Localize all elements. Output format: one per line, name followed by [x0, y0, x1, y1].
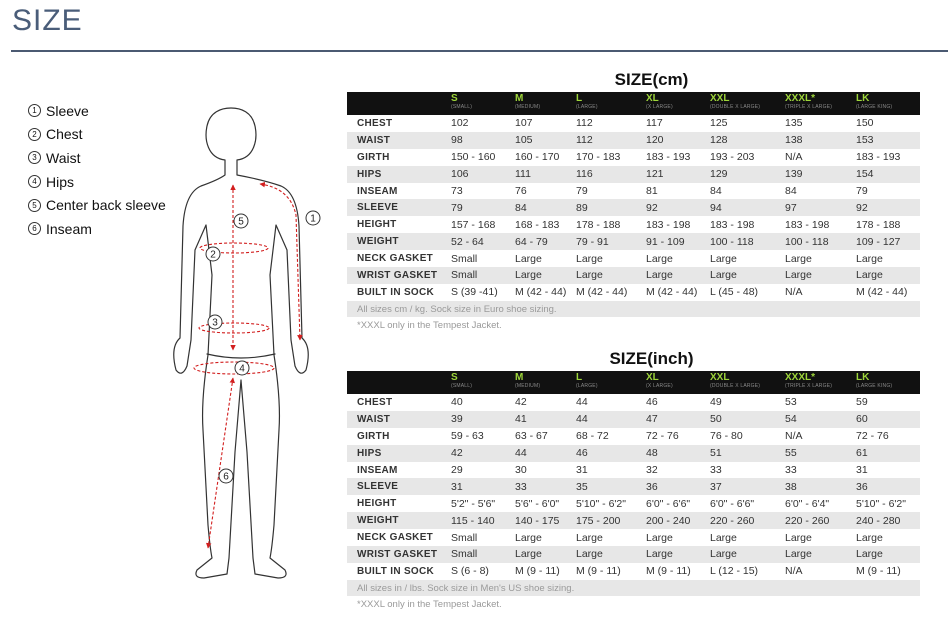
legend-label: Hips	[46, 173, 75, 190]
figure-marker-label: 2	[210, 249, 216, 261]
row-label: INSEAM	[357, 185, 398, 197]
table-cell: 106	[451, 168, 469, 181]
table-cell: 150	[856, 117, 874, 130]
table-cell: 97	[785, 201, 797, 214]
size-header-cell	[785, 92, 856, 115]
table-cell: Large	[576, 548, 603, 561]
size-header-cell	[515, 92, 576, 115]
sleeve-arrow	[260, 184, 300, 340]
legend-label: Inseam	[46, 220, 92, 237]
table-cell: Small	[451, 548, 478, 561]
row-label: WEIGHT	[357, 236, 399, 248]
table-cell: Large	[515, 252, 542, 265]
table-cell: 139	[785, 168, 803, 181]
table-cell: 6'0" - 6'4"	[785, 497, 830, 510]
table-cell: 183 - 198	[646, 218, 691, 231]
table-row	[347, 563, 920, 580]
table-cell: 59 - 63	[451, 430, 484, 443]
size-description: (LARGE)	[576, 104, 598, 110]
table-cell: 50	[710, 413, 722, 426]
row-label: HEIGHT	[357, 498, 397, 510]
row-label: BUILT IN SOCK	[357, 286, 435, 298]
size-code: M	[515, 93, 524, 104]
row-label: WRIST GASKET	[357, 548, 438, 560]
table-cell: 44	[515, 447, 527, 460]
table-row	[347, 284, 920, 301]
table-cell: 46	[646, 396, 658, 409]
table-cell: Large	[576, 252, 603, 265]
table-row	[347, 495, 920, 512]
table-cell: 168 - 183	[515, 218, 560, 231]
table-cell: Small	[451, 252, 478, 265]
table-cell: 175 - 200	[576, 514, 621, 527]
table-row	[347, 199, 920, 216]
table-cell: 53	[785, 396, 797, 409]
table-cell: 183 - 193	[856, 151, 901, 164]
size-description: (X LARGE)	[646, 383, 673, 389]
table-cell: 31	[451, 480, 463, 493]
table-cell: 112	[576, 117, 593, 130]
legend-item	[28, 170, 166, 194]
table-cell: 76 - 80	[710, 430, 743, 443]
size-code: LK	[856, 372, 870, 383]
legend-number: 6	[28, 222, 41, 235]
table-cell: M (42 - 44)	[856, 286, 908, 299]
table-cell: M (42 - 44)	[576, 286, 628, 299]
size-header-cell	[856, 371, 920, 394]
figure-marker-label: 5	[238, 216, 244, 228]
size-code: LK	[856, 93, 870, 104]
table-cell: Large	[515, 269, 542, 282]
table-cell: 39	[451, 413, 463, 426]
table-cell: 100 - 118	[710, 235, 754, 248]
header-spacer	[347, 92, 451, 115]
table-cell: 54	[785, 413, 797, 426]
table-cell: 38	[785, 480, 797, 493]
table-cell: Large	[710, 531, 737, 544]
size-code: M	[515, 372, 524, 383]
size-code: XL	[646, 372, 659, 383]
figure-marker-label: 6	[223, 471, 229, 483]
table-cell: 240 - 280	[856, 514, 901, 527]
table-cell: M (42 - 44)	[646, 286, 698, 299]
table-cell: 220 - 260	[785, 514, 830, 527]
table-cell: 220 - 260	[710, 514, 755, 527]
table-cell: 183 - 198	[785, 218, 830, 231]
table-cell: Large	[710, 548, 737, 561]
size-code: XXXL*	[785, 372, 816, 383]
body-outline	[174, 108, 309, 578]
table-cell: 33	[785, 464, 797, 476]
table-cell: Large	[710, 269, 737, 282]
table-cell: N/A	[785, 565, 803, 578]
legend-label: Chest	[46, 126, 83, 143]
table-cell: 68 - 72	[576, 430, 609, 443]
legend-label: Center back sleeve	[46, 197, 166, 214]
table-cell: 5'6" - 6'0"	[515, 497, 560, 510]
table-cell: 84	[785, 185, 797, 197]
size-code: L	[576, 93, 583, 104]
table-cell: 94	[710, 201, 722, 214]
title-divider	[11, 50, 948, 52]
table-row	[347, 149, 920, 166]
table-cell: 140 - 175	[515, 514, 560, 527]
table-cell: 81	[646, 185, 658, 197]
row-label: INSEAM	[357, 464, 398, 476]
table-row	[347, 478, 920, 495]
table-cell: Large	[856, 252, 883, 265]
table-cell: 32	[646, 464, 658, 476]
size-header-cell	[646, 92, 710, 115]
table-row	[347, 428, 920, 445]
table-cell: 115 - 140	[451, 514, 495, 527]
table-cell: 153	[856, 134, 874, 147]
table-cell: 55	[785, 447, 797, 460]
figure-marker-label: 1	[310, 213, 316, 225]
size-header-cell	[576, 92, 646, 115]
row-label: SLEEVE	[357, 202, 399, 214]
legend-item	[28, 99, 166, 123]
table-cell: 64 - 79	[515, 235, 548, 248]
table-cell: 84	[515, 201, 527, 214]
table-cell: Large	[646, 269, 673, 282]
row-label: GIRTH	[357, 430, 390, 442]
table-cell: Large	[785, 269, 812, 282]
table-cell: 36	[646, 480, 658, 493]
table-cell: 154	[856, 168, 874, 181]
table-cell: 111	[515, 168, 531, 181]
size-header-cell	[785, 371, 856, 394]
table-cell: 33	[710, 464, 722, 476]
table-cell: M (9 - 11)	[856, 565, 901, 578]
row-label: HEIGHT	[357, 219, 397, 231]
table-row	[347, 233, 920, 250]
table-row	[347, 394, 920, 411]
figure-marker-label: 3	[212, 317, 218, 329]
table-cell: Large	[515, 548, 542, 561]
size-description: (MEDIUM)	[515, 383, 541, 389]
table-cell: 31	[856, 464, 868, 476]
table-cell: L (45 - 48)	[710, 286, 759, 299]
table-note: All sizes in / lbs. Sock size in Men's US shoe sizing.	[347, 580, 920, 597]
header-spacer	[347, 371, 451, 394]
table-cell: 91 - 109	[646, 235, 685, 248]
table-cell: S (6 - 8)	[451, 565, 489, 578]
size-code: XL	[646, 93, 659, 104]
table-cell: 44	[576, 396, 588, 409]
row-label: HIPS	[357, 168, 382, 180]
row-label: HIPS	[357, 447, 382, 459]
table-cell: 29	[451, 464, 463, 476]
table-cell: Large	[710, 252, 737, 265]
table-row	[347, 546, 920, 563]
table-cell: 135	[785, 117, 803, 130]
table-cell: 109 - 127	[856, 235, 901, 248]
table-cell: 5'10" - 6'2"	[856, 497, 906, 510]
row-label: BUILT IN SOCK	[357, 565, 435, 577]
row-label: CHEST	[357, 117, 393, 129]
table-cell: 79 - 91	[576, 235, 609, 248]
legend-number: 5	[28, 199, 41, 212]
table-cell: 76	[515, 185, 527, 197]
table-cell: 89	[576, 201, 588, 214]
table-cell: 30	[515, 464, 527, 476]
table-cell: M (9 - 11)	[515, 565, 560, 578]
table-cell: 61	[856, 447, 868, 460]
size-description: (TRIPLE X LARGE)	[785, 383, 833, 389]
table-cell: 72 - 76	[856, 430, 889, 443]
table-cell: Large	[646, 531, 673, 544]
size-code: S	[451, 93, 458, 104]
table-title: SIZE(inch)	[609, 349, 694, 368]
table-row	[347, 462, 920, 479]
legend-label: Waist	[46, 149, 81, 166]
size-code: XXL	[710, 372, 730, 383]
table-cell: 178 - 188	[576, 218, 621, 231]
table-cell: 5'2" - 5'6"	[451, 497, 496, 510]
table-row	[347, 267, 920, 284]
row-label: WAIST	[357, 413, 391, 425]
table-cell: 79	[856, 185, 868, 197]
legend-label: Sleeve	[46, 102, 89, 119]
table-title: SIZE(cm)	[614, 70, 689, 89]
table-cell: N/A	[785, 151, 803, 164]
row-label: CHEST	[357, 396, 393, 408]
table-cell: Large	[576, 269, 603, 282]
table-cell: 98	[451, 134, 463, 147]
table-row	[347, 512, 920, 529]
table-cell: 33	[515, 480, 527, 493]
size-description: (LARGE)	[576, 383, 598, 389]
table-cell: 42	[515, 396, 527, 409]
table-cell: 160 - 170	[515, 151, 560, 164]
table-cell: 117	[646, 117, 663, 130]
table-cell: Large	[576, 531, 603, 544]
table-cell: 112	[576, 134, 593, 147]
table-note: All sizes cm / kg. Sock size in Euro shoe sizing.	[347, 301, 920, 318]
table-cell: 100 - 118	[785, 235, 829, 248]
table-cell: Large	[856, 269, 883, 282]
table-cell: 60	[856, 413, 868, 426]
table-cell: 48	[646, 447, 658, 460]
table-cell: 49	[710, 396, 722, 409]
table-cell: Small	[451, 269, 478, 282]
table-cell: 42	[451, 447, 463, 460]
size-header-cell	[710, 371, 785, 394]
table-row	[347, 529, 920, 546]
table-cell: M (9 - 11)	[646, 565, 691, 578]
size-header-row	[347, 92, 920, 115]
legend-item	[28, 123, 166, 147]
table-cell: 92	[856, 201, 868, 214]
page-title: SIZE	[12, 4, 83, 37]
table-cell: 183 - 198	[710, 218, 755, 231]
table-cell: 105	[515, 134, 533, 147]
row-label: GIRTH	[357, 151, 390, 163]
table-cell: 200 - 240	[646, 514, 691, 527]
size-header-cell	[576, 371, 646, 394]
table-cell: 193 - 203	[710, 151, 755, 164]
size-description: (SMALL)	[451, 104, 473, 110]
table-cell: 157 - 168	[451, 218, 496, 231]
size-description: (X LARGE)	[646, 104, 673, 110]
table-cell: Large	[646, 548, 673, 561]
table-cell: 72 - 76	[646, 430, 679, 443]
size-code: XXL	[710, 93, 730, 104]
table-cell: 36	[856, 480, 868, 493]
table-cell: 5'10" - 6'2"	[576, 497, 626, 510]
legend-item	[28, 217, 166, 241]
size-description: (SMALL)	[451, 383, 473, 389]
table-cell: 102	[451, 117, 469, 130]
table-cell: 138	[785, 134, 803, 147]
table-cell: 116	[576, 168, 593, 181]
table-cell: 73	[451, 185, 463, 197]
measurement-legend	[28, 99, 166, 241]
table-row	[347, 115, 920, 132]
legend-number: 4	[28, 175, 41, 188]
table-cell: Large	[856, 548, 883, 561]
size-header-row	[347, 371, 920, 394]
size-code: S	[451, 372, 458, 383]
table-row	[347, 250, 920, 267]
size-table-cm	[347, 70, 920, 334]
size-description: (LARGE KING)	[856, 104, 893, 110]
table-note: *XXXL only in the Tempest Jacket.	[357, 320, 502, 332]
table-row	[347, 411, 920, 428]
size-header-cell	[710, 92, 785, 115]
table-cell: 37	[710, 480, 722, 493]
table-cell: Large	[785, 252, 812, 265]
legend-number: 3	[28, 151, 41, 164]
figure-markers	[206, 211, 320, 483]
table-cell: 79	[576, 185, 588, 197]
table-cell: 63 - 67	[515, 430, 548, 443]
table-cell: 178 - 188	[856, 218, 901, 231]
size-header-cell	[451, 371, 515, 394]
table-cell: 6'0" - 6'6"	[710, 497, 755, 510]
table-cell: N/A	[785, 286, 803, 299]
table-cell: 121	[646, 168, 664, 181]
legend-number: 1	[28, 104, 41, 117]
size-header-cell	[856, 92, 920, 115]
size-header-cell	[451, 92, 515, 115]
table-cell: Large	[515, 531, 542, 544]
table-row	[347, 183, 920, 200]
table-cell: 51	[710, 447, 722, 460]
table-cell: 84	[710, 185, 722, 197]
table-cell: Large	[856, 531, 883, 544]
table-cell: 40	[451, 396, 463, 409]
table-cell: Large	[646, 252, 673, 265]
legend-item	[28, 193, 166, 217]
size-code: L	[576, 372, 583, 383]
table-cell: 47	[646, 413, 658, 426]
table-cell: 183 - 193	[646, 151, 691, 164]
size-description: (DOUBLE X LARGE)	[710, 104, 761, 110]
table-cell: 92	[646, 201, 658, 214]
table-row	[347, 132, 920, 149]
table-cell: 31	[576, 464, 588, 476]
table-cell: 170 - 183	[576, 151, 621, 164]
table-cell: 59	[856, 396, 868, 409]
table-cell: 52 - 64	[451, 235, 484, 248]
table-row	[347, 166, 920, 183]
table-cell: M (9 - 11)	[576, 565, 621, 578]
table-cell: Small	[451, 531, 478, 544]
table-cell: 107	[515, 117, 533, 130]
size-description: (DOUBLE X LARGE)	[710, 383, 761, 389]
size-description: (LARGE KING)	[856, 383, 893, 389]
table-cell: 79	[451, 201, 463, 214]
size-table-inch	[347, 349, 920, 613]
row-label: WEIGHT	[357, 515, 399, 527]
size-header-cell	[515, 371, 576, 394]
size-description: (TRIPLE X LARGE)	[785, 104, 833, 110]
table-cell: 35	[576, 480, 588, 493]
table-note: *XXXL only in the Tempest Jacket.	[357, 599, 502, 611]
table-cell: 128	[710, 134, 728, 147]
body-measurement-figure	[150, 100, 330, 590]
table-cell: L (12 - 15)	[710, 565, 759, 578]
table-cell: 129	[710, 168, 728, 181]
inseam-arrow	[208, 378, 233, 548]
row-label: WRIST GASKET	[357, 269, 438, 281]
table-cell: 125	[710, 117, 728, 130]
legend-number: 2	[28, 128, 41, 141]
table-cell: Large	[785, 548, 812, 561]
table-cell: 6'0" - 6'6"	[646, 497, 691, 510]
table-cell: 46	[576, 447, 588, 460]
table-cell: Large	[785, 531, 812, 544]
table-cell: 41	[515, 413, 527, 426]
row-label: NECK GASKET	[357, 253, 434, 265]
table-cell: M (42 - 44)	[515, 286, 567, 299]
size-code: XXXL*	[785, 93, 816, 104]
row-label: SLEEVE	[357, 481, 399, 493]
table-cell: 120	[646, 134, 664, 147]
row-label: NECK GASKET	[357, 532, 434, 544]
size-description: (MEDIUM)	[515, 104, 541, 110]
table-cell: 150 - 160	[451, 151, 496, 164]
row-label: WAIST	[357, 134, 391, 146]
figure-marker-label: 4	[239, 363, 245, 375]
table-cell: 44	[576, 413, 588, 426]
legend-item	[28, 146, 166, 170]
size-header-cell	[646, 371, 710, 394]
table-row	[347, 445, 920, 462]
table-row	[347, 216, 920, 233]
table-cell: S (39 -41)	[451, 286, 498, 299]
table-cell: N/A	[785, 430, 803, 443]
